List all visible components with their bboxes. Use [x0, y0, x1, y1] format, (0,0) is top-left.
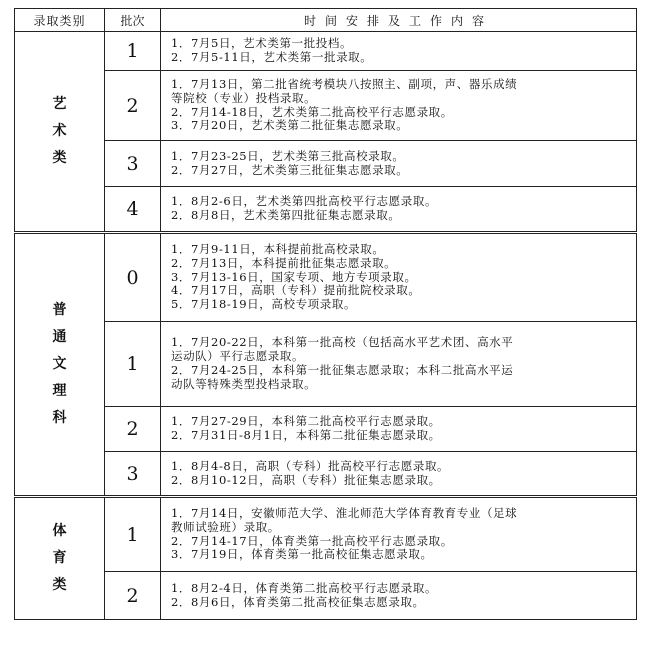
schedule-table — [14, 8, 637, 620]
content-cell — [161, 233, 637, 322]
batch-cell: 4 — [105, 187, 161, 233]
content-cell — [161, 322, 637, 407]
header-row — [15, 9, 637, 32]
content-line: 3．7月20日，艺术类第二批征集志愿录取。 — [171, 118, 409, 133]
content-line: 4．7月17日，高职（专科）提前批院校录取。 — [171, 283, 421, 298]
category-char: 类 — [52, 150, 67, 166]
content-line: 等院校（专业）投档录取。 — [171, 90, 317, 105]
batch-cell: 1 — [105, 322, 161, 407]
content-line: 1．7月5日，艺术类第一批投档。 — [171, 36, 353, 51]
content-cell — [161, 407, 637, 452]
category-char: 体 — [52, 523, 67, 539]
content-cell — [161, 572, 637, 620]
batch-cell: 3 — [105, 141, 161, 187]
batch-cell: 2 — [105, 572, 161, 620]
category-char: 育 — [52, 550, 67, 566]
table-row — [15, 141, 637, 187]
content-cell — [161, 141, 637, 187]
table-row — [15, 452, 637, 497]
category-cell — [15, 233, 105, 497]
content-line: 2．7月14-17日，体育类第一批高校平行志愿录取。 — [171, 533, 453, 548]
content-line: 1．8月2-6日，艺术类第四批高校平行志愿录取。 — [171, 194, 438, 209]
content-cell — [161, 452, 637, 497]
header-batch: 批次 — [105, 9, 161, 32]
content-line: 2．7月24-25日，本科第一批征集志愿录取；本科二批高水平运 — [171, 363, 514, 377]
content-cell — [161, 497, 637, 572]
batch-cell: 2 — [105, 71, 161, 141]
content-line: 教师试验班）录取。 — [171, 519, 280, 534]
batch-cell: 0 — [105, 233, 161, 322]
category-char: 通 — [52, 329, 67, 345]
content-line: 1．8月4-8日，高职（专科）批高校平行志愿录取。 — [171, 458, 450, 473]
content-line: 1．7月9-11日，本科提前批高校录取。 — [171, 242, 385, 256]
content-line: 1．7月27-29日，本科第二批高校平行志愿录取。 — [171, 414, 441, 429]
category-char: 普 — [52, 302, 67, 318]
content-line: 2．8月8日，艺术类第四批征集志愿录取。 — [171, 208, 401, 222]
header-category: 录取类别 — [15, 9, 105, 32]
category-char: 术 — [52, 123, 67, 139]
table-row — [15, 572, 637, 620]
content-line: 2．7月13日，本科提前批征集志愿录取。 — [171, 255, 397, 270]
table-row — [15, 407, 637, 452]
content-cell — [161, 187, 637, 233]
category-cell — [15, 32, 105, 233]
schedule-body — [15, 32, 637, 620]
content-line: 2．7月5-11日，艺术类第一批录取。 — [171, 50, 373, 64]
category-char: 理 — [52, 383, 67, 399]
batch-cell: 3 — [105, 452, 161, 497]
table-row — [15, 71, 637, 141]
category-char: 类 — [52, 577, 67, 593]
batch-cell: 1 — [105, 32, 161, 71]
category-char: 艺 — [52, 96, 67, 112]
content-line: 1．8月2-4日，体育类第二批高校平行志愿录取。 — [171, 580, 438, 595]
content-line: 运动队）平行志愿录取。 — [171, 349, 305, 364]
table-row — [15, 233, 637, 322]
content-line: 3．7月13-16日，国家专项、地方专项录取。 — [171, 269, 417, 284]
category-char: 文 — [52, 356, 67, 372]
content-line: 1．7月13日，第二批省统考模块八按照主、副项，声、器乐成绩 — [171, 76, 518, 91]
batch-cell: 1 — [105, 497, 161, 572]
content-line: 2．8月6日，体育类第二批高校征集志愿录取。 — [171, 594, 425, 609]
table-row — [15, 322, 637, 407]
admission-schedule-table — [14, 8, 636, 640]
table-row — [15, 497, 637, 572]
batch-cell: 2 — [105, 407, 161, 452]
category-cell — [15, 497, 105, 620]
content-line: 3．7月19日，体育类第一批高校征集志愿录取。 — [171, 547, 433, 562]
category-char: 科 — [52, 410, 67, 426]
content-line: 2．8月10-12日，高职（专科）批征集志愿录取。 — [171, 472, 441, 487]
content-line: 5．7月18-19日，高校专项录取。 — [171, 297, 357, 312]
content-line: 1．7月23-25日，艺术类第三批高校录取。 — [171, 148, 405, 163]
content-cell — [161, 71, 637, 141]
content-line: 1．7月14日，安徽师范大学、淮北师范大学体育教育专业（足球 — [171, 505, 518, 520]
content-line: 2．7月27日，艺术类第三批征集志愿录取。 — [171, 162, 409, 177]
table-row — [15, 187, 637, 233]
content-line: 动队等特殊类型投档录取。 — [171, 376, 317, 391]
content-cell — [161, 32, 637, 71]
content-line: 2．7月14-18日，艺术类第二批高校平行志愿录取。 — [171, 104, 453, 119]
header-content: 时间安排及工作内容 — [161, 9, 637, 32]
content-line: 2．7月31日-8月1日，本科第二批征集志愿录取。 — [171, 428, 441, 442]
content-line: 1．7月20-22日，本科第一批高校（包括高水平艺术团、高水平 — [171, 335, 514, 350]
table-row — [15, 32, 637, 71]
